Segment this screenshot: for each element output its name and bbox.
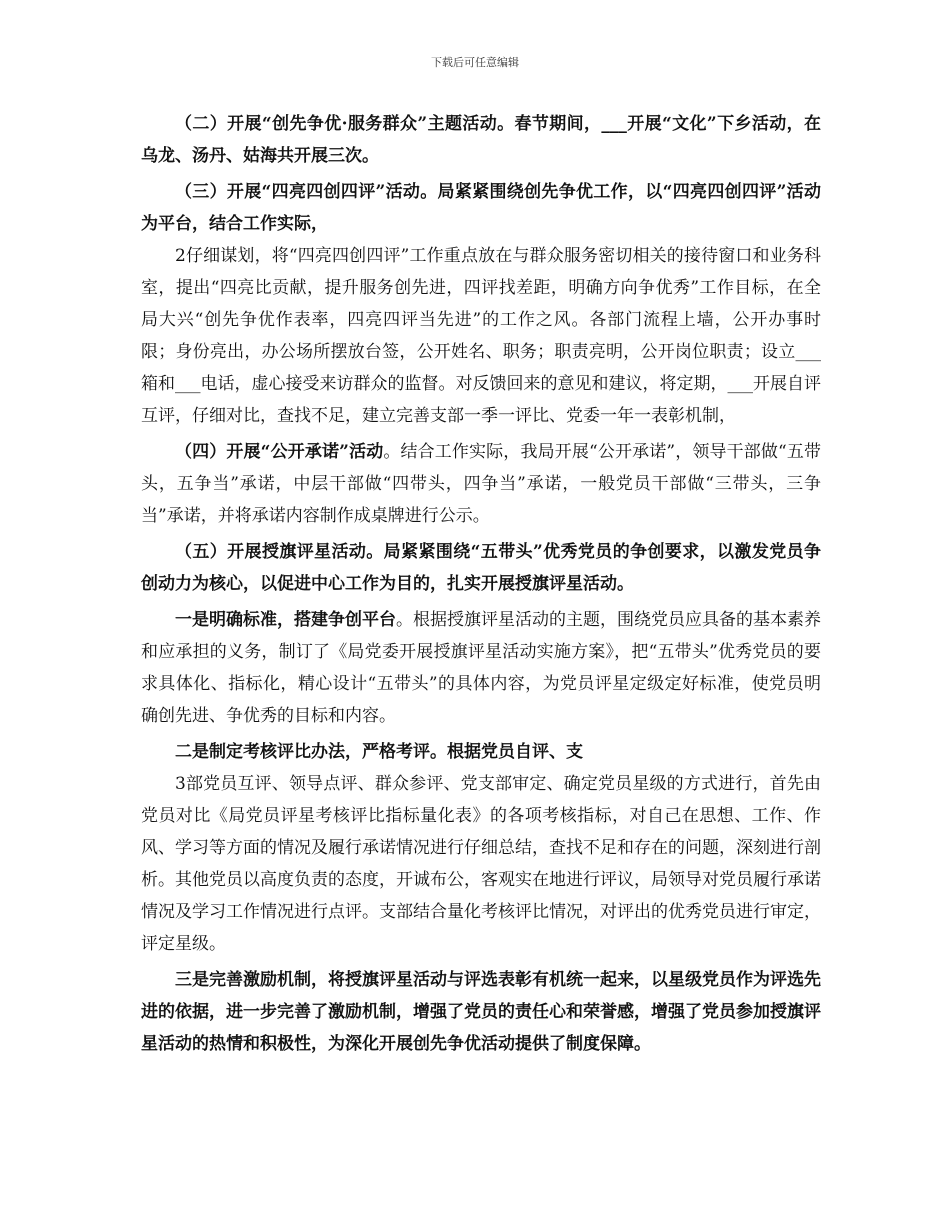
item-1-text: 。根据授旗评星活动的主题，围绕党员应具备的基本素养和应承担的义务，制订了《局党委开展授旗评星活动实施方案》，把“五带头”优秀党员的要求具体化、指标化，精心设计“五带头”的具体内容，为党员评星定级定好标准，使党员明确创先进、争优秀的目标和内容。 [141, 610, 821, 726]
item-1-lead: 一是明确标准，搭建争创平台 [175, 610, 396, 630]
paragraph-3: （三）开展“四亮四创四评”活动。局紧紧围绕创先争优工作，以“四亮四创四评”活动为平台，结合工作实际， [141, 182, 821, 234]
paragraph-5: （五）开展授旗评星活动。局紧紧围绕“五带头”优秀党员的争创要求，以激发党员争创动力为核心，以促进中心工作为目的，扎实开展授旗评星活动。 [141, 542, 821, 594]
paragraph-5-item-2-continued: 3部党员互评、领导点评、群众参评、党支部审定、确定党员星级的方式进行，首先由党员对比《局党员评星考核评比指标量化表》的各项考核指标，对自己在思想、工作、作风、学习等方面的情况及履行承诺情况进行仔细总结，查找不足和存在的问题，深刻进行剖析。其他党员以高度负责的态度，开诚布公，客观实在地进行评议，局领导对党员履行承诺情况及学习工作情况进行点评。支部结合量化考核评比情况，对评出的优秀党员进行审定，评定星级。 [141, 774, 821, 954]
document-body [141, 108, 821, 1064]
paragraph-3-continued: 2仔细谋划，将“四亮四创四评”工作重点放在与群众服务密切相关的接待窗口和业务科室，提出“四亮比贡献，提升服务创先进，四评找差距，明确方向争优秀”工作目标，在全局大兴“创先争优作表率，四亮四评当先进”的工作之风。各部门流程上墙，公开办事时限；身份亮出，办公场所摆放台签，公开姓名、职务；职责亮明，公开岗位职责；设立___箱和___电话，虚心接受来访群众的监督。对反馈回来的意见和建议，将定期，___开展自评互评，仔细对比，查找不足，建立完善支部一季一评比、党委一年一表彰机制， [141, 246, 821, 426]
paragraph-4 [141, 436, 821, 532]
header-note: 下载后可任意编辑 [431, 56, 519, 69]
paragraph-4-lead: （四）开展“公开承诺”活动 [175, 442, 384, 462]
paragraph-5-item-3: 三是完善激励机制，将授旗评星活动与评选表彰有机统一起来，以星级党员作为评选先进的依据，进一步完善了激励机制，增强了党员的责任心和荣誉感，增强了党员参加授旗评星活动的热情和积极性，为深化开展创先争优活动提供了制度保障。 [141, 970, 821, 1054]
paragraph-4-text: 。结合工作实际，我局开展“公开承诺”，领导干部做“五带头，五争当”承诺，中层干部做“四带头，四争当”承诺，一般党员干部做“三带头，三争当”承诺，并将承诺内容制作成桌牌进行公示。 [141, 442, 821, 526]
paragraph-2: （二）开展“创先争优·服务群众”主题活动。春节期间，___开展“文化”下乡活动，在乌龙、汤丹、姑海共开展三次。 [141, 114, 821, 166]
paragraph-5-item-1 [141, 604, 821, 732]
paragraph-5-item-2: 二是制定考核评比办法，严格考评。根据党员自评、支 [175, 742, 583, 762]
